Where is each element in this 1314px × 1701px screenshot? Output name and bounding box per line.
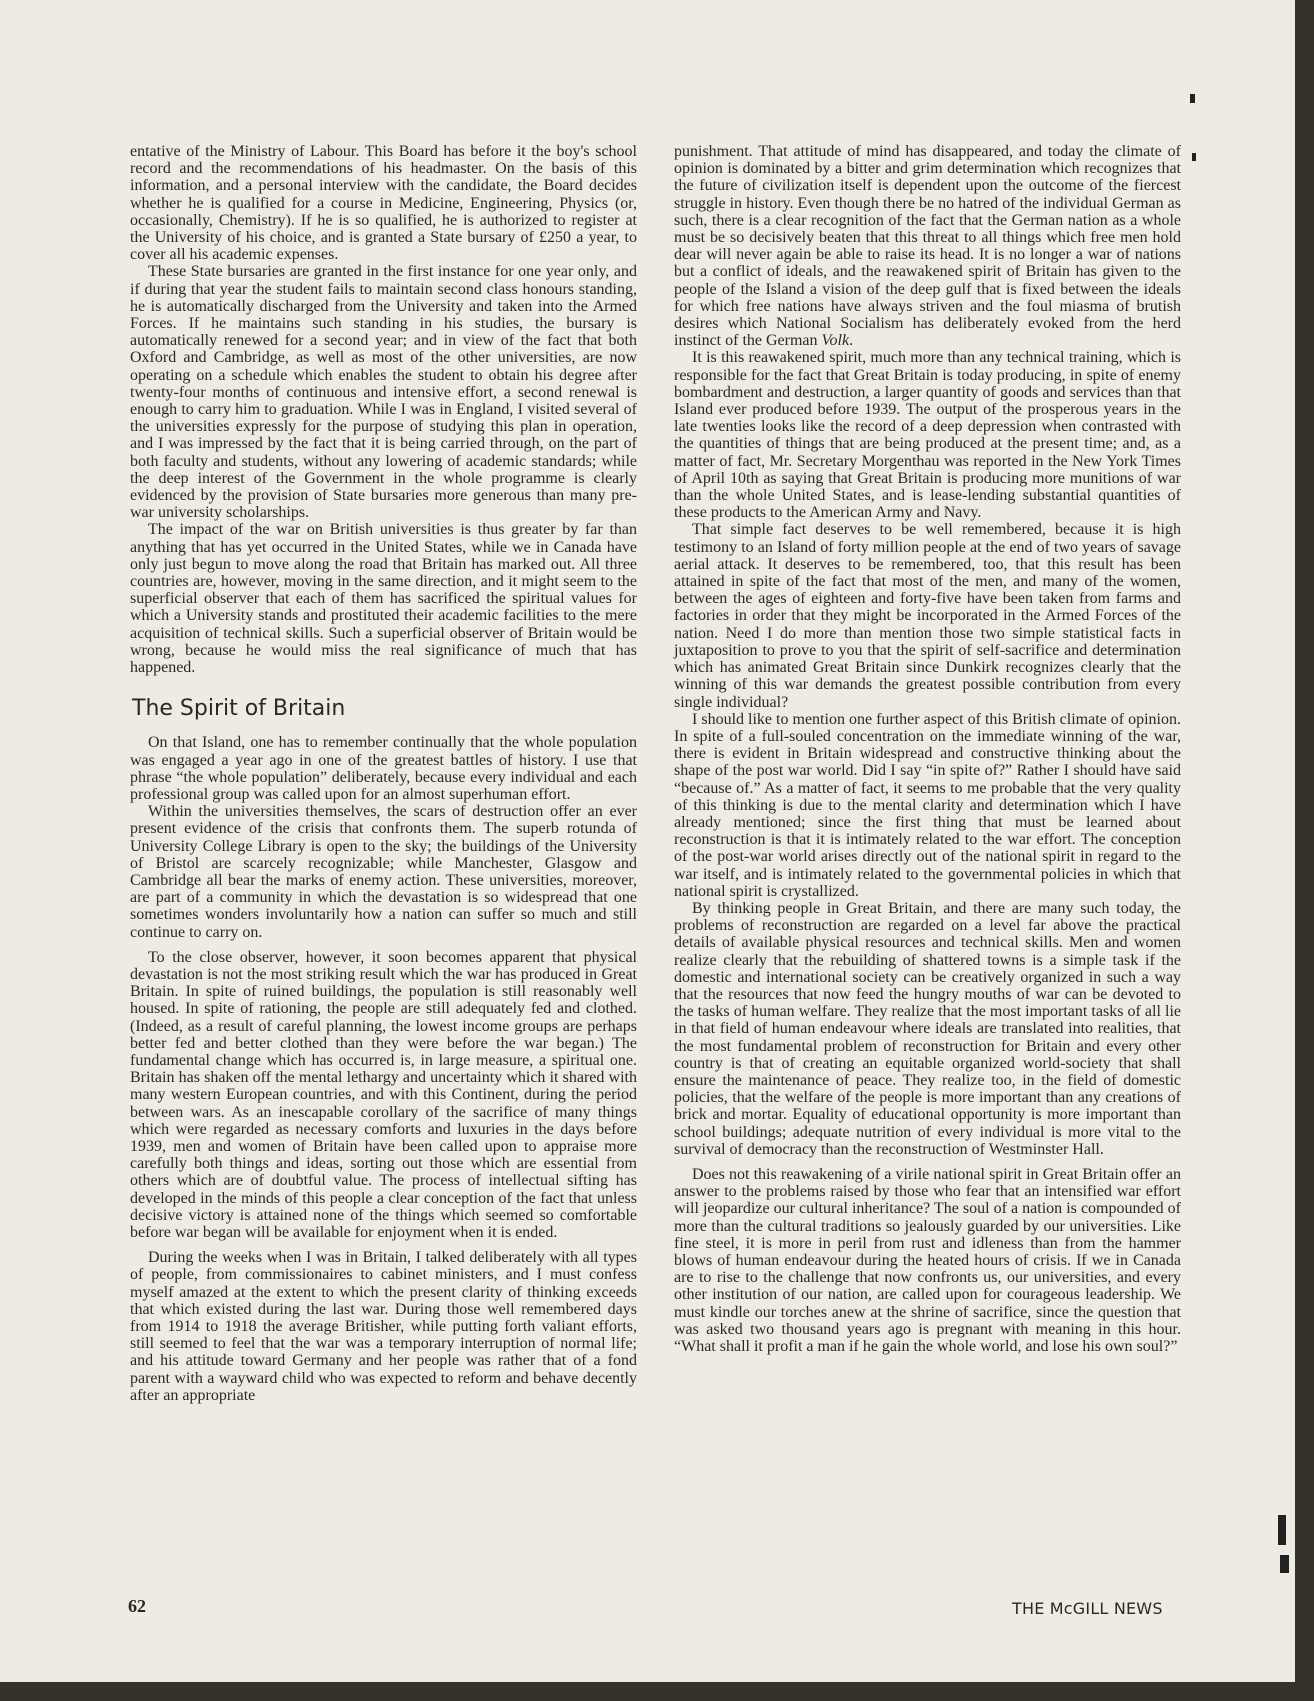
section-heading: The Spirit of Britain: [132, 696, 346, 722]
left-column: [130, 143, 637, 1404]
scan-mark: [1278, 1515, 1286, 1545]
paragraph: Within the universities themselves, the scars of destruction offer an ever present evidence of the crisis that confronts them. The superb rotunda of University College Library is open to the sky; the buildings of the University of Bristol are scarcely recognizable; while Manchester, Glasgow and Cambridge all bear the marks of enemy action. These universities, moreover, are part of a community in which the devastation is so widespread that one sometimes wonders involuntarily how a nation can suffer so much and still continue to carry on.: [130, 803, 637, 941]
paragraph: entative of the Ministry of Labour. This Board has before it the boy's school record and the recommendations of his headmaster. On the basis of this information, and a personal interview with the candidate, the Board decides whether he is qualified for a course in Medicine, Engineering, Physics (or, occasionally, Chemistry). If he is so qualified, he is authorized to register at the University of his choice, and is granted a State bursary of £250 a year, to cover all his academic expenses.: [130, 143, 637, 264]
scan-mark: [1280, 1555, 1289, 1573]
paragraph: To the close observer, however, it soon becomes apparent that physical devastation is not the most striking result which the war has produced in Great Britain. In spite of ruined buildings, the population is still reasonably well housed. In spite of rationing, the people are still adequately fed and clothed. (Indeed, as a result of careful planning, the lowest income groups are perhaps better fed and better clothed than they were before the war began.) The fundamental change which has occurred is, in large measure, a spiritual one. Britain has shaken off the mental lethargy and uncertainty which it shared with many western European countries, and with this Continent, during the period between wars. As an inescapable corollary of the sacrifice of many things which were regarded as necessary comforts and luxuries in the days before 1939, men and women of Britain have been called upon to appraise more carefully both things and ideas, sorting out those which are essential from others which are of doubtful value. The process of intellectual sifting has developed in the minds of this people a clear conception of the fact that unless decisive victory is attained none of the things which seemed so comfortable before war began will be available for enjoyment when it is ended.: [130, 948, 637, 1241]
scan-mark: [1190, 94, 1195, 103]
paragraph: By thinking people in Great Britain, and there are many such today, the problems of reconstruction are regarded on a level far above the practical details of available physical resources and technical skills. Men and women realize clearly that the rebuilding of shattered towns is a simple task if the domestic and international society can be creatively organized in such a way that the resources that now feed the hungry mouths of war can be devoted to the tasks of human welfare. They realize that the most important tasks of all lie in that field of human endeavour where ideals are translated into realities, that the most fundamental problem of reconstruction for Britain and every other country is that of creating an equitable organized world-society that shall ensure the maintenance of peace. They realize too, in the field of domestic policies, that the welfare of the people is more important than any creations of brick and mortar. Equality of educational opportunity is more important than school buildings; adequate nutrition of every individual is more vital to the survival of democracy than the reconstruction of Westminster Hall.: [674, 899, 1181, 1158]
paragraph-text: punishment. That attitude of mind has disappeared, and today the climate of opinion is dominated by a bitter and grim determination which recognizes that the future of civilization itself is dependent upon the outcome of the fiercest struggle in history. Even though there be no hatred of the individual German as such, there is a clear recognition of the fact that the German nation as a whole must be so decisively beaten that this threat to all things which free men hold dear will never again be able to raise its head. It is no longer a war of nations but a conflict of ideals, and the reawakened spirit of Britain has given to the people of the Island a vision of the deep gulf that is fixed between the ideals for which free nations have always striven and the foul miasma of brutish desires which National Socialism has deliberately evoked from the herd instinct of the German: [674, 143, 1181, 350]
paragraph: It is this reawakened spirit, much more than any technical training, which is responsible for the fact that Great Britain is today producing, in spite of enemy bombardment and destruction, a larger quantity of goods and services than that Island ever produced before 1939. The output of the prosperous years in the late twenties looks like the record of a deep depression when contrasted with the quantities of things that are being produced at the present time; and, as a matter of fact, Mr. Secretary Morgenthau was reported in the New York Times of April 10th as saying that Great Britain is producing more munitions of war than the whole United States, and is lease-lending substantial quantities of these products to the American Army and Navy.: [674, 349, 1181, 522]
paragraph: During the weeks when I was in Britain, I talked deliberately with all types of people, from commissionaires to cabinet ministers, and I must confess myself amazed at the extent to which the present clarity of thinking exceeds that which existed during the last war. During those well remembered days from 1914 to 1918 the average Britisher, while putting forth valiant efforts, still seemed to feel that the war was a temporary interruption of normal life; and his attitude toward Germany and her people was rather that of a fond parent with a wayward child who was expected to reform and behave decently after an appropriate: [130, 1249, 637, 1404]
paragraph: Does not this reawakening of a virile national spirit in Great Britain offer an answer to the problems raised by those who fear that an intensified war effort will jeopardize our cultural inheritance? The soul of a nation is compounded of more than the cultural traditions so jealously guarded by our universities. Like fine steel, it is more in peril from rust and idleness than from the hammer blows of human endeavour during the heated hours of crisis. If we in Canada are to rise to the challenge that now confronts us, our universities, and every other institution of our nation, are called upon for courageous leadership. We must kindle our torches anew at the shrine of sacrifice, since the question that was asked two thousand years ago is pregnant with meaning in this hour. “What shall it profit a man if he gain the whole world, and lose his own soul?”: [674, 1165, 1181, 1356]
paragraph: The impact of the war on British universities is thus greater by far than anything that has yet occurred in the United States, while we in Canada have only just begun to move along the road that Britain has marked out. All three countries are, however, moving in the same direction, and it might seem to the superficial observer that each of them has sacrificed the spiritual values for which a University stands and prostituted their academic facilities to the mere acquisition of technical skills. Such a superficial observer of Britain would be wrong, because he would miss the real significance of much that has happened.: [130, 521, 637, 677]
paragraph: On that Island, one has to remember continually that the whole population was engaged a year ago in one of the greatest battles of history. I use that phrase “the whole population” deliberately, because every individual and each professional group was called upon for an almost superhuman effort.: [130, 734, 637, 803]
paragraph: That simple fact deserves to be well remembered, because it is high testimony to an Island of forty million people at the end of two years of savage aerial attack. It deserves to be remembered, too, that this result has been attained in spite of the fact that most of the men, and many of the women, between the ages of eighteen and forty-five have been taken from farms and factories in order that they might be incorporated in the Armed Forces of the nation. Need I do more than mention those two simple statistical facts in juxtaposition to prove to you that the spirit of self-sacrifice and determination which has animated Great Britain since Dunkirk recognizes clearly that the winning of this war demands the greatest possible contribution from every single individual?: [674, 521, 1181, 711]
paragraph: These State bursaries are granted in the first instance for one year only, and if during that year the student fails to maintain second class honours standing, he is automatically discharged from the University and taken into the Armed Forces. If he maintains such standing in his studies, the bursary is automatically renewed for a second year; and in view of the fact that both Oxford and Cambridge, as well as most of the other universities, are now operating on a schedule which enables the student to obtain his degree after twenty-four months of continuous and intensive effort, a second renewal is enough to carry him to graduation. While I was in England, I visited several of the universities expressly for the purpose of studying this plan in operation, and I was impressed by the fact that it is being carried through, on the part of both faculty and students, without any lowering of academic standards; while the deep interest of the Government in the whole programme is clearly evidenced by the provision of State bursaries more generous than many pre-war university scholarships.: [130, 263, 637, 522]
paragraph: I should like to mention one further aspect of this British climate of opinion. In spite of a full-souled concentration on the immediate winning of the war, there is evident in Britain widespread and constructive thinking about the shape of the post war world. Did I say “in spite of?” Rather I should have said “because of.” As a matter of fact, it seems to me probable that the very quality of this thinking is due to the mental clarity and determination which I have already mentioned; since the first thing that must be learned about reconstruction is that it is intimately related to the war effort. The conception of the post-war world arises directly out of the national spirit in regard to the war itself, and is intimately related to the governmental policies in which that national spirit is crystallized.: [674, 710, 1181, 900]
page-number: 62: [128, 1596, 146, 1616]
right-column: [674, 143, 1181, 1355]
scan-mark: [1192, 153, 1196, 161]
paragraph-end: .: [849, 332, 854, 350]
italic-word: Volk: [821, 332, 850, 350]
publication-name: THE McGILL NEWS: [1012, 1599, 1163, 1618]
paragraph: [674, 143, 1181, 349]
